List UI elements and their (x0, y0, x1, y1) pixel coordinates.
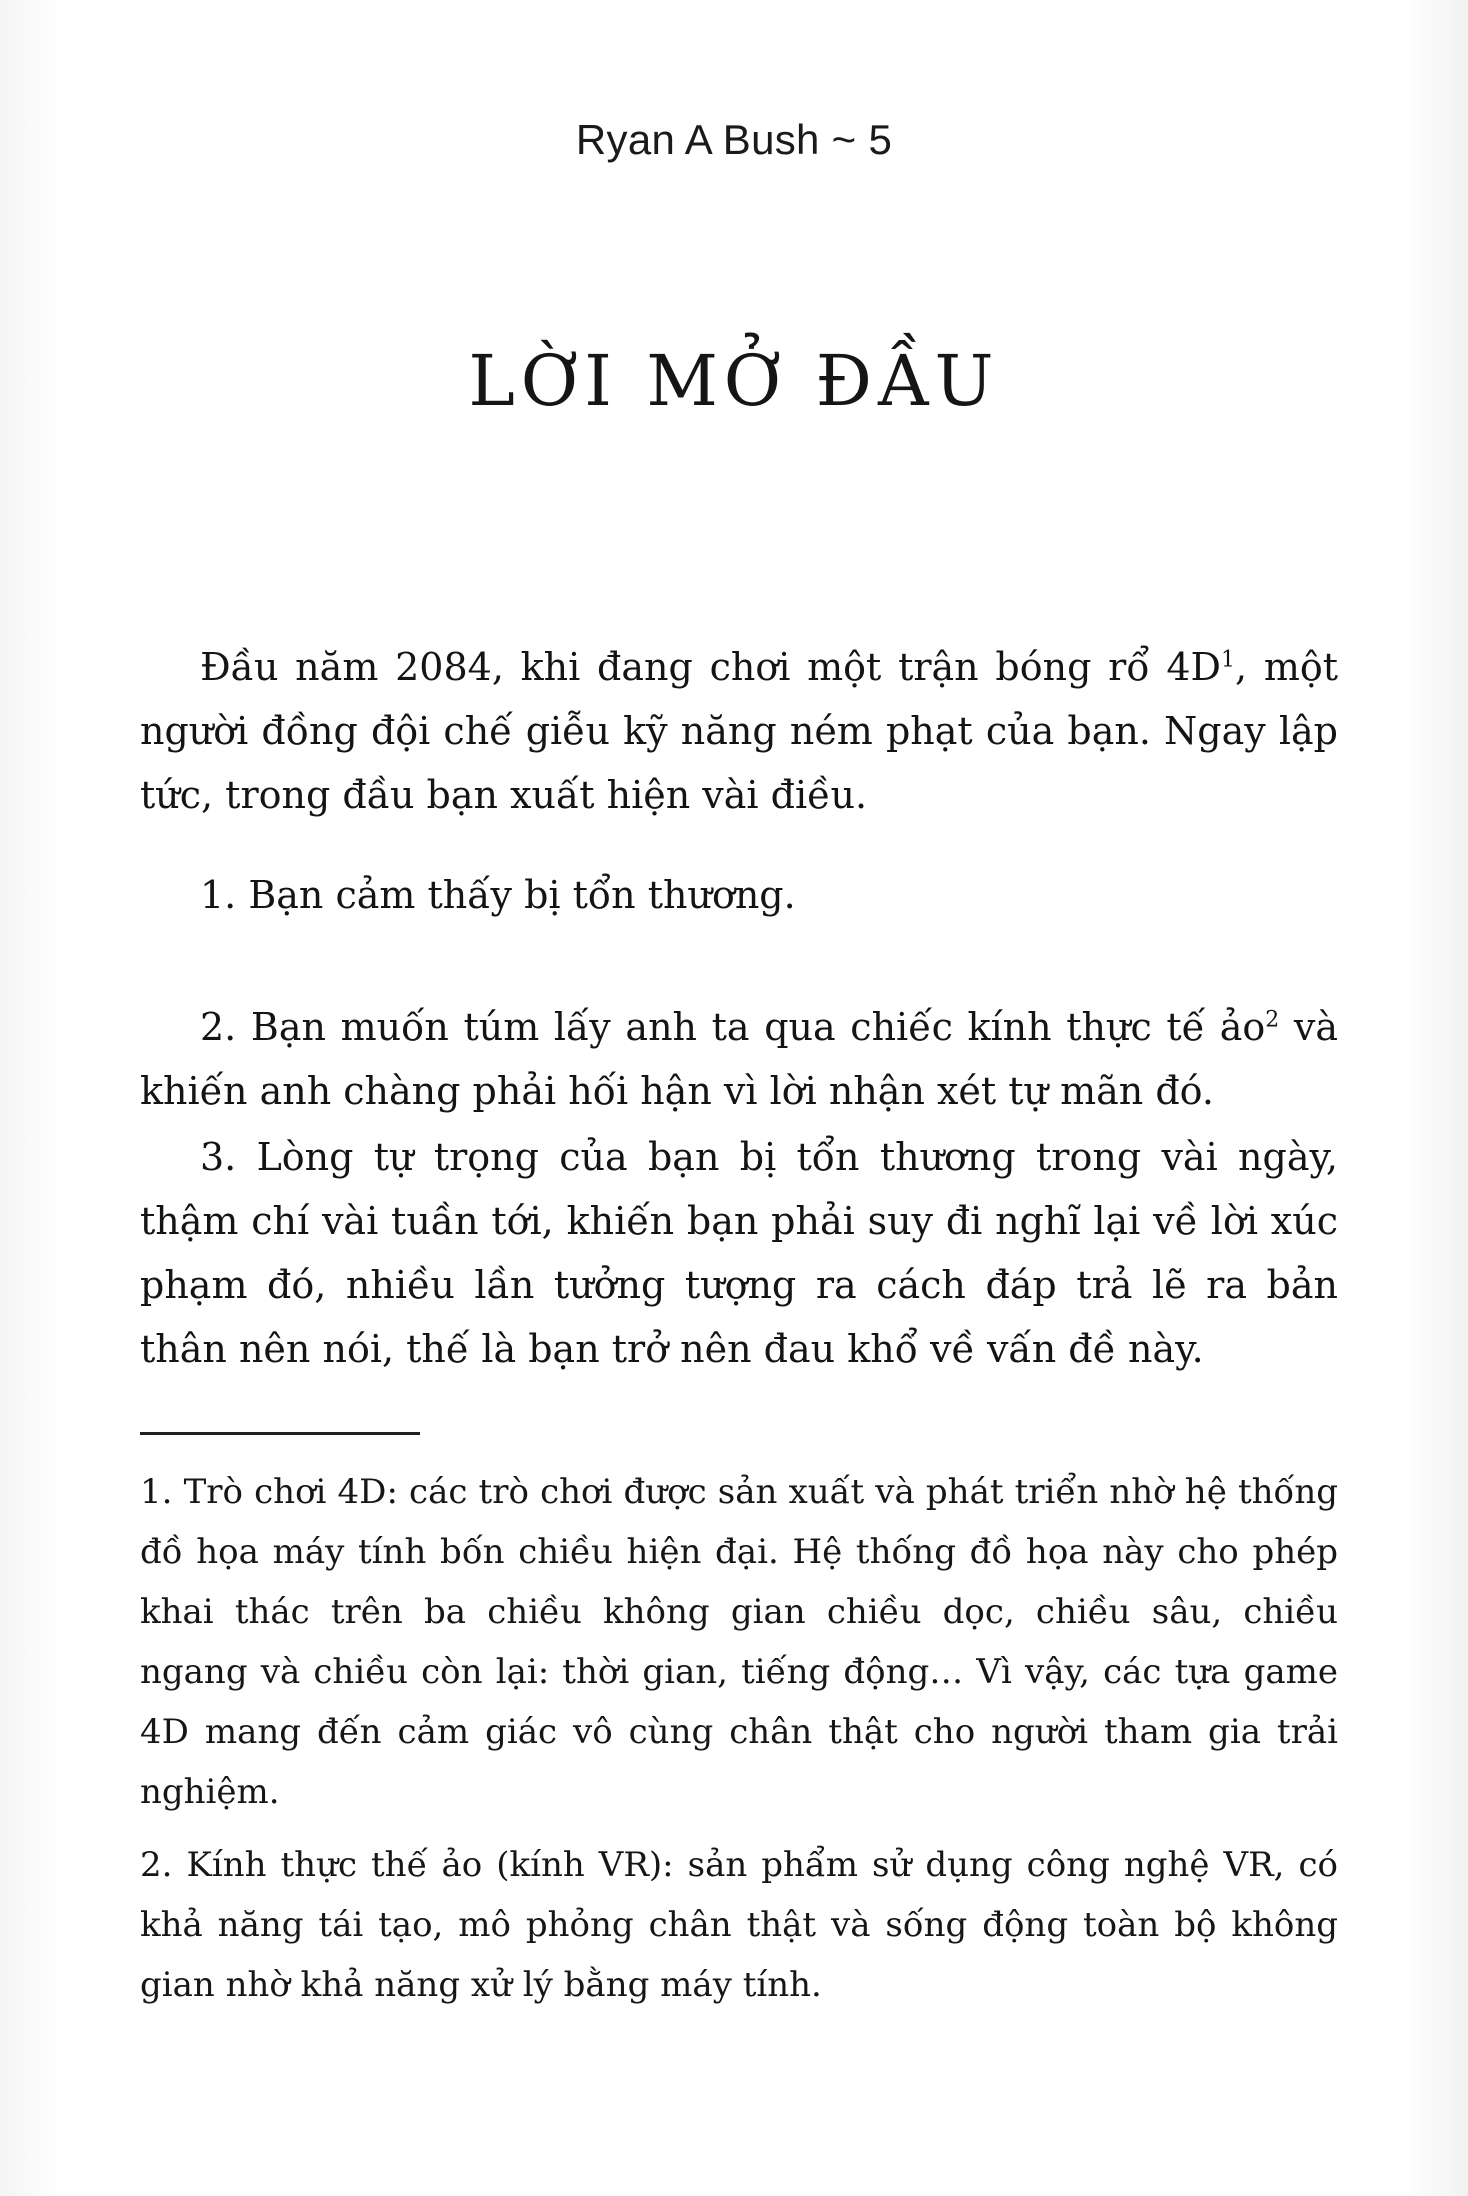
footnote-2-text: 2. Kính thực thế ảo (kính VR): sản phẩm sử dụng công nghệ VR, có khả năng tái tạo, mô phỏng chân thật và sống động toàn bộ không gian nhờ khả năng xử lý bằng máy tính. (140, 1845, 1338, 2005)
intro-text: Đầu năm 2084, khi đang chơi một trận bóng rổ 4D (200, 645, 1221, 689)
running-head: Ryan A Bush ~ 5 (575, 116, 893, 163)
list-item-3 (140, 1125, 1338, 1381)
list-item-3-text: 3. Lòng tự trọng của bạn bị tổn thương trong vài ngày, thậm chí vài tuần tới, khiến bạn phải suy đi nghĩ lại về lời xúc phạm đó, nhiều lần tưởng tượng ra cách đáp trả lẽ ra bản thân nên nói, thế là bạn trở nên đau khổ về vấn đề này. (140, 1135, 1338, 1371)
list-item-2-text-after: và khiến anh chàng phải hối hận vì lời nhận xét tự mãn đó. (140, 1005, 1338, 1113)
list-item-2-text: 2. Bạn muốn túm lấy anh ta qua chiếc kính thực tế ảo (200, 1005, 1266, 1049)
list-item-1-text: 1. Bạn cảm thấy bị tổn thương. (200, 873, 796, 917)
intro-paragraph (140, 635, 1338, 827)
chapter-title: LỜI MỞ ĐẦU (468, 340, 1000, 422)
footnote-1-text: 1. Trò chơi 4D: các trò chơi được sản xuất và phát triển nhờ hệ thống đồ họa máy tính bốn chiều hiện đại. Hệ thống đồ họa này cho phép khai thác trên ba chiều không gian chiều dọc, chiều sâu, chiều ngang và chiều còn lại: thời gian, tiếng động… Vì vậy, các tựa game 4D mang đến cảm giác vô cùng chân thật cho người tham gia trải nghiệm. (140, 1472, 1338, 1812)
footnote-ref-2: 2 (1265, 1007, 1280, 1033)
list-item-1 (200, 863, 1338, 927)
list-item-2 (140, 995, 1338, 1123)
footnote-1 (140, 1462, 1338, 1822)
footnote-divider (140, 1432, 420, 1435)
footnote-2 (140, 1835, 1338, 2015)
footnote-ref-1: 1 (1220, 647, 1235, 673)
intro-text-after: , một người đồng đội chế giễu kỹ năng ném phạt của bạn. Ngay lập tức, trong đầu bạn xuất hiện vài điều. (140, 645, 1339, 817)
